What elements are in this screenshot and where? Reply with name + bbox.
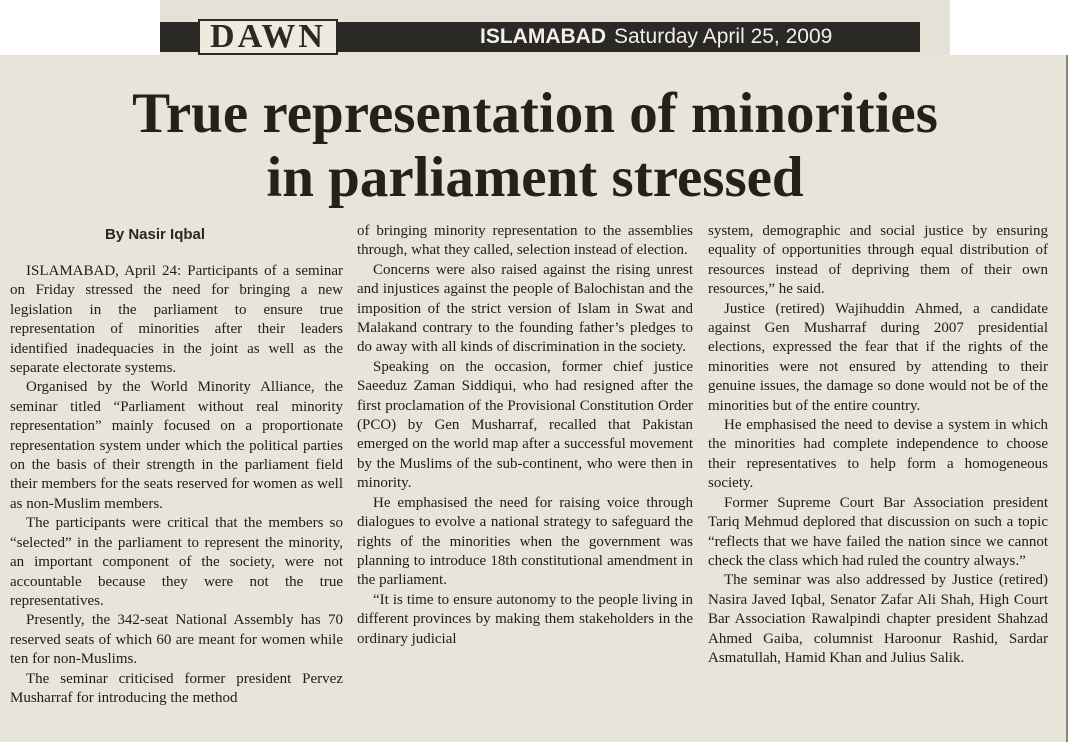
article-column-1 [10, 262, 343, 708]
headline-line-1: True representation of minorities [132, 82, 938, 145]
paragraph: Presently, the 342-seat National Assembly has 70 reserved seats of which 60 are meant for women while ten for non-Muslims. [10, 612, 343, 668]
paragraph: system, demographic and social justice by ensuring equality of opportunities through equal distribution of resources instead of depriving them of their own resources,” he said. [708, 223, 1048, 298]
dateline [480, 23, 832, 51]
paragraph: He emphasised the need to devise a system in which the minorities had complete independence to choose their representatives to help form a homogeneous society. [708, 417, 1048, 492]
paragraph: Organised by the World Minority Alliance, the seminar titled “Parliament without real minority representation” mainly focused on a proportionate representation system under which the political parties on the basis of their strength in the parliament field their members for the seats reserved for women as well as non-Muslim members. [10, 379, 343, 512]
paragraph: He emphasised the need for raising voice through dialogues to evolve a national strategy to safeguard the rights of the minorities when the government was planning to introduce 18th constitutional amendment in the parliament. [357, 494, 693, 589]
paragraph: ISLAMABAD, April 24: Participants of a seminar on Friday stressed the need for bringing a new legislation in the parliament to ensure true representation of minorities after their leaders identified inadequacies in the joint as well as the separate electorate systems. [10, 263, 343, 377]
paragraph: Concerns were also raised against the rising unrest and injustices against the people of Balochistan and the imposition of the strict version of Islam in Swat and Malakand contrary to the founding father’s pledges to do away with all kinds of discrimination in the society. [357, 261, 693, 356]
dateline-date: Saturday April 25, 2009 [614, 25, 833, 48]
paragraph: Justice (retired) Wajihuddin Ahmed, a candidate against Gen Musharraf during 2007 presidential elections, expressed the fear that if the rights of the minorities were not ensured by attending to their genuine issues, the damage so done would not be of the minorities but of the entire country. [708, 300, 1048, 414]
paragraph: Former Supreme Court Bar Association president Tariq Mehmud deplored that discussion on such a topic “reflects that we have failed the nation since we cannot check the class which had ruled the country always.” [708, 494, 1048, 569]
byline: By Nasir Iqbal [105, 226, 206, 243]
paragraph: Speaking on the occasion, former chief justice Saeeduz Zaman Siddiqui, who had resigned after the first proclamation of the Provisional Constitution Order (PCO) by Gen Musharraf, recalled that Pakistan emerged on the world map after a successful movement by the Muslims of the sub-continent, who were then in minority. [357, 358, 693, 492]
paragraph: of bringing minority representation to the assemblies through, what they called, selection instead of election. [357, 223, 693, 259]
article-headline [20, 82, 1050, 210]
paragraph: The seminar criticised former president Pervez Musharraf for introducing the method [10, 670, 343, 706]
dateline-city: ISLAMABAD [480, 25, 606, 48]
headline-line-2: in parliament stressed [266, 146, 804, 209]
paragraph: The seminar was also addressed by Justice (retired) Nasira Javed Iqbal, Senator Zafar Ali Shah, High Court Bar Association Rawalpindi chapter president Shahzad Ahmed Gaiba, columnist Haroonur Rashid, Sardar Asmatullah, Hamid Khan and Julius Salik. [708, 572, 1048, 666]
article-column-3 [708, 222, 1048, 668]
article-column-2 [357, 222, 693, 649]
paragraph: “It is time to ensure autonomy to the people living in different provinces by making them stakeholders in the ordinary judicial [357, 591, 693, 647]
paragraph: The participants were critical that the members so “selected” in the parliament to represent the minority, an important component of the society, were not accountable because they were not the true representatives. [10, 515, 343, 609]
newspaper-logo: DAWN [198, 19, 338, 55]
